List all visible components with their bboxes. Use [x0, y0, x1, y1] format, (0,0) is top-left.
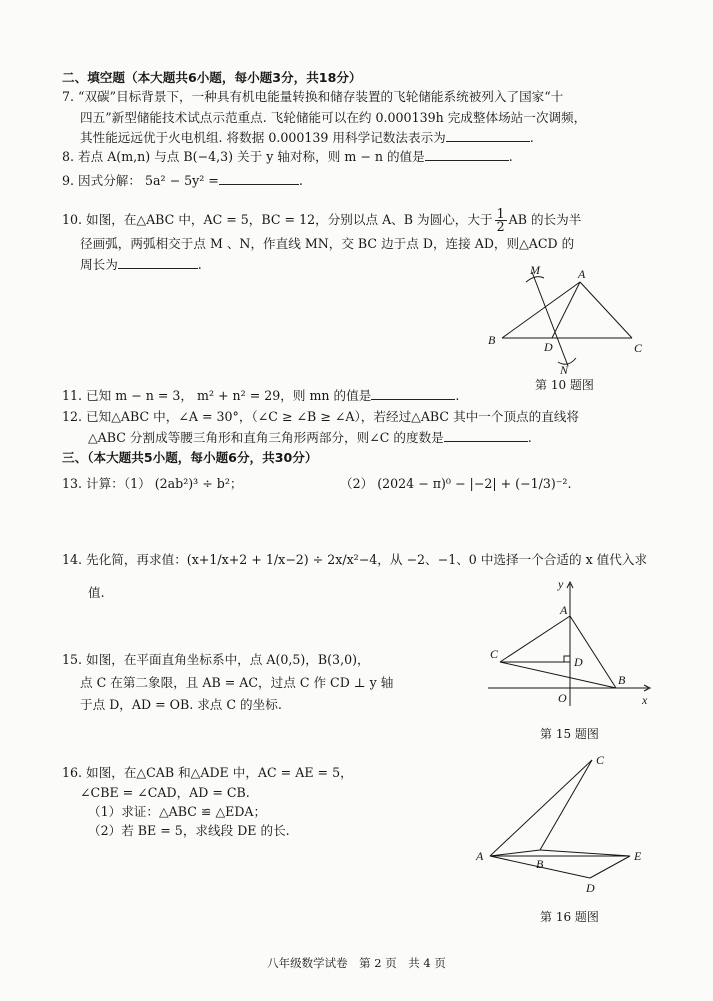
- q11-answer-blank: [371, 387, 455, 400]
- q13-part1: 13. 计算：（1） (2ab²)³ ÷ b²；: [62, 476, 243, 491]
- q10-line1a: 10. 如图，在△ABC 中，AC = 5，BC = 12，分别以点 A、B 为圆心，大于: [62, 212, 493, 227]
- q16-part1: （1）求证：△ABC ≌ △EDA；: [88, 804, 267, 819]
- fig16-label-b: B: [536, 857, 544, 871]
- fig16-label-d: D: [586, 881, 595, 895]
- fig10-label-b: B: [488, 333, 496, 347]
- fig15-label-a: A: [560, 603, 568, 617]
- q16-line2: ∠CBE = ∠CAD，AD = CB.: [80, 785, 250, 800]
- q10-line2: 径画弧，两弧相交于点 M 、N，作直线 MN，交 BC 边于点 D，连接 AD，则△ACD 的: [80, 236, 575, 251]
- q10-fraction: [495, 208, 507, 233]
- q10-line3: 周长为 .: [80, 257, 202, 272]
- fig16-segment-ac: [490, 760, 592, 856]
- q7-line2: 四五”新型储能技术试点示范重点. 飞轮储能可以在约 0.000139h 完成整体场站一次调频，: [80, 110, 587, 125]
- q15-line2: 点 C 在第二象限，且 AB = AC，过点 C 作 CD ⊥ y 轴: [80, 675, 394, 690]
- q16-part2: （2）若 BE = 5，求线段 DE 的长.: [88, 823, 290, 838]
- q11-text: 11. 已知 m − n = 3， m² + n² = 29，则 mn 的值是: [62, 388, 372, 403]
- fig15-label-x: x: [642, 693, 648, 707]
- q7-answer-blank: [446, 129, 530, 142]
- q9: 9. 因式分解： 5a² − 5y² = .: [62, 173, 303, 188]
- fig15-label-y: y: [558, 577, 564, 591]
- section-fill-blank-heading: 二、填空题（本大题共6小题，每小题3分，共18分）: [62, 70, 362, 85]
- q15-line3: 于点 D，AD = OB. 求点 C 的坐标.: [80, 697, 282, 712]
- q15-line1: 15. 如图，在平面直角坐标系中，点 A(0,5)，B(3,0)，: [62, 652, 370, 667]
- fig10-label-c: C: [634, 341, 643, 355]
- q8: 8. 若点 A(m,n) 与点 B(−4,3) 关于 y 轴对称，则 m − n 的值是 .: [62, 149, 513, 164]
- fig10-caption: 第 10 题图: [535, 378, 594, 392]
- fig16-label-a: A: [476, 849, 484, 863]
- fig16-segment-be: [540, 850, 630, 856]
- q9-answer-blank: [219, 172, 299, 185]
- fig10-label-n: N: [560, 363, 569, 377]
- q8-text: 8. 若点 A(m,n) 与点 B(−4,3) 关于 y 轴对称，则 m − n 的值是: [62, 149, 425, 164]
- q7-line3: 其性能远远优于火电机组. 将数据 0.000139 用科学记数法表示为 .: [80, 130, 534, 145]
- q12-line2: △ABC 分割成等腰三角形和直角三角形两部分，则∠C 的度数是 .: [88, 430, 532, 445]
- q12-line2-text: △ABC 分割成等腰三角形和直角三角形两部分，则∠C 的度数是: [88, 430, 444, 445]
- fig15-segment-ac: [500, 616, 570, 662]
- q10-line1: [62, 208, 581, 233]
- figure-10: [480, 258, 650, 393]
- q14-line1: 14. 先化简，再求值：(x+1/x+2 + 1/x−2) ÷ 2x/x²−4，从 −2、−1、0 中选择一个合适的 x 值代入求: [62, 552, 648, 567]
- fig16-label-e: E: [634, 849, 642, 863]
- q7-line1: 7. “双碳”目标背景下，一种具有机电能量转换和储存装置的飞轮储能系统被列入了国家“十: [62, 89, 564, 104]
- figure-15: [484, 578, 659, 718]
- fig15-caption: 第 15 题图: [540, 727, 599, 741]
- q10-frac-num: 1: [496, 206, 505, 221]
- q12-answer-blank: [444, 429, 528, 442]
- section-answer-heading: 三、（本大题共5小题，每小题6分，共30分）: [62, 450, 318, 465]
- q10-line1b: AB 的长为半: [508, 212, 582, 227]
- page-footer: 八年级数学试卷 第 2 页 共 4 页: [267, 956, 446, 970]
- fig10-label-m: M: [530, 263, 540, 277]
- q10-line3-text: 周长为: [80, 257, 118, 272]
- fig16-label-c: C: [596, 753, 605, 767]
- q9-text: 9. 因式分解： 5a² − 5y² =: [62, 173, 219, 188]
- fig16-segment-de: [590, 856, 630, 878]
- fig10-label-a: A: [578, 267, 586, 281]
- fig15-segment-cb: [500, 662, 616, 688]
- q10-frac-den: 2: [496, 219, 505, 234]
- fig15-label-o: O: [558, 691, 567, 705]
- q12-line1: 12. 已知△ABC 中，∠A = 30°，（∠C ≥ ∠B ≥ ∠A），若经过△ABC 其中一个顶点的直线将: [62, 409, 580, 424]
- q14-line2: 值.: [88, 585, 105, 600]
- q8-answer-blank: [425, 148, 509, 161]
- fig15-right-angle-mark: [564, 656, 570, 662]
- q7-line3-text: 其性能远远优于火电机组. 将数据 0.000139 用科学记数法表示为: [80, 130, 446, 145]
- fig15-label-b: B: [618, 673, 626, 687]
- q16-line1: 16. 如图，在△CAB 和△ADE 中，AC = AE = 5，: [62, 765, 353, 780]
- q11: 11. 已知 m − n = 3， m² + n² = 29，则 mn 的值是 .: [62, 388, 460, 403]
- fig16-segment-cb: [540, 760, 592, 850]
- fig10-segment-ac: [580, 282, 632, 338]
- fig15-segment-ab: [570, 616, 616, 688]
- q10-answer-blank: [118, 256, 198, 269]
- fig15-label-d: D: [574, 655, 583, 669]
- q13-part2: （2） (2024 − π)⁰ − |−2| + (−1/3)⁻².: [340, 476, 572, 491]
- fig10-segment-ad: [552, 282, 580, 338]
- fig15-label-c: C: [490, 647, 499, 661]
- fig10-segment-ba: [502, 282, 580, 338]
- fig16-segment-ab: [490, 850, 540, 856]
- figure-16: [472, 752, 652, 907]
- fig10-label-d: D: [544, 340, 553, 354]
- fig16-caption: 第 16 题图: [540, 910, 599, 924]
